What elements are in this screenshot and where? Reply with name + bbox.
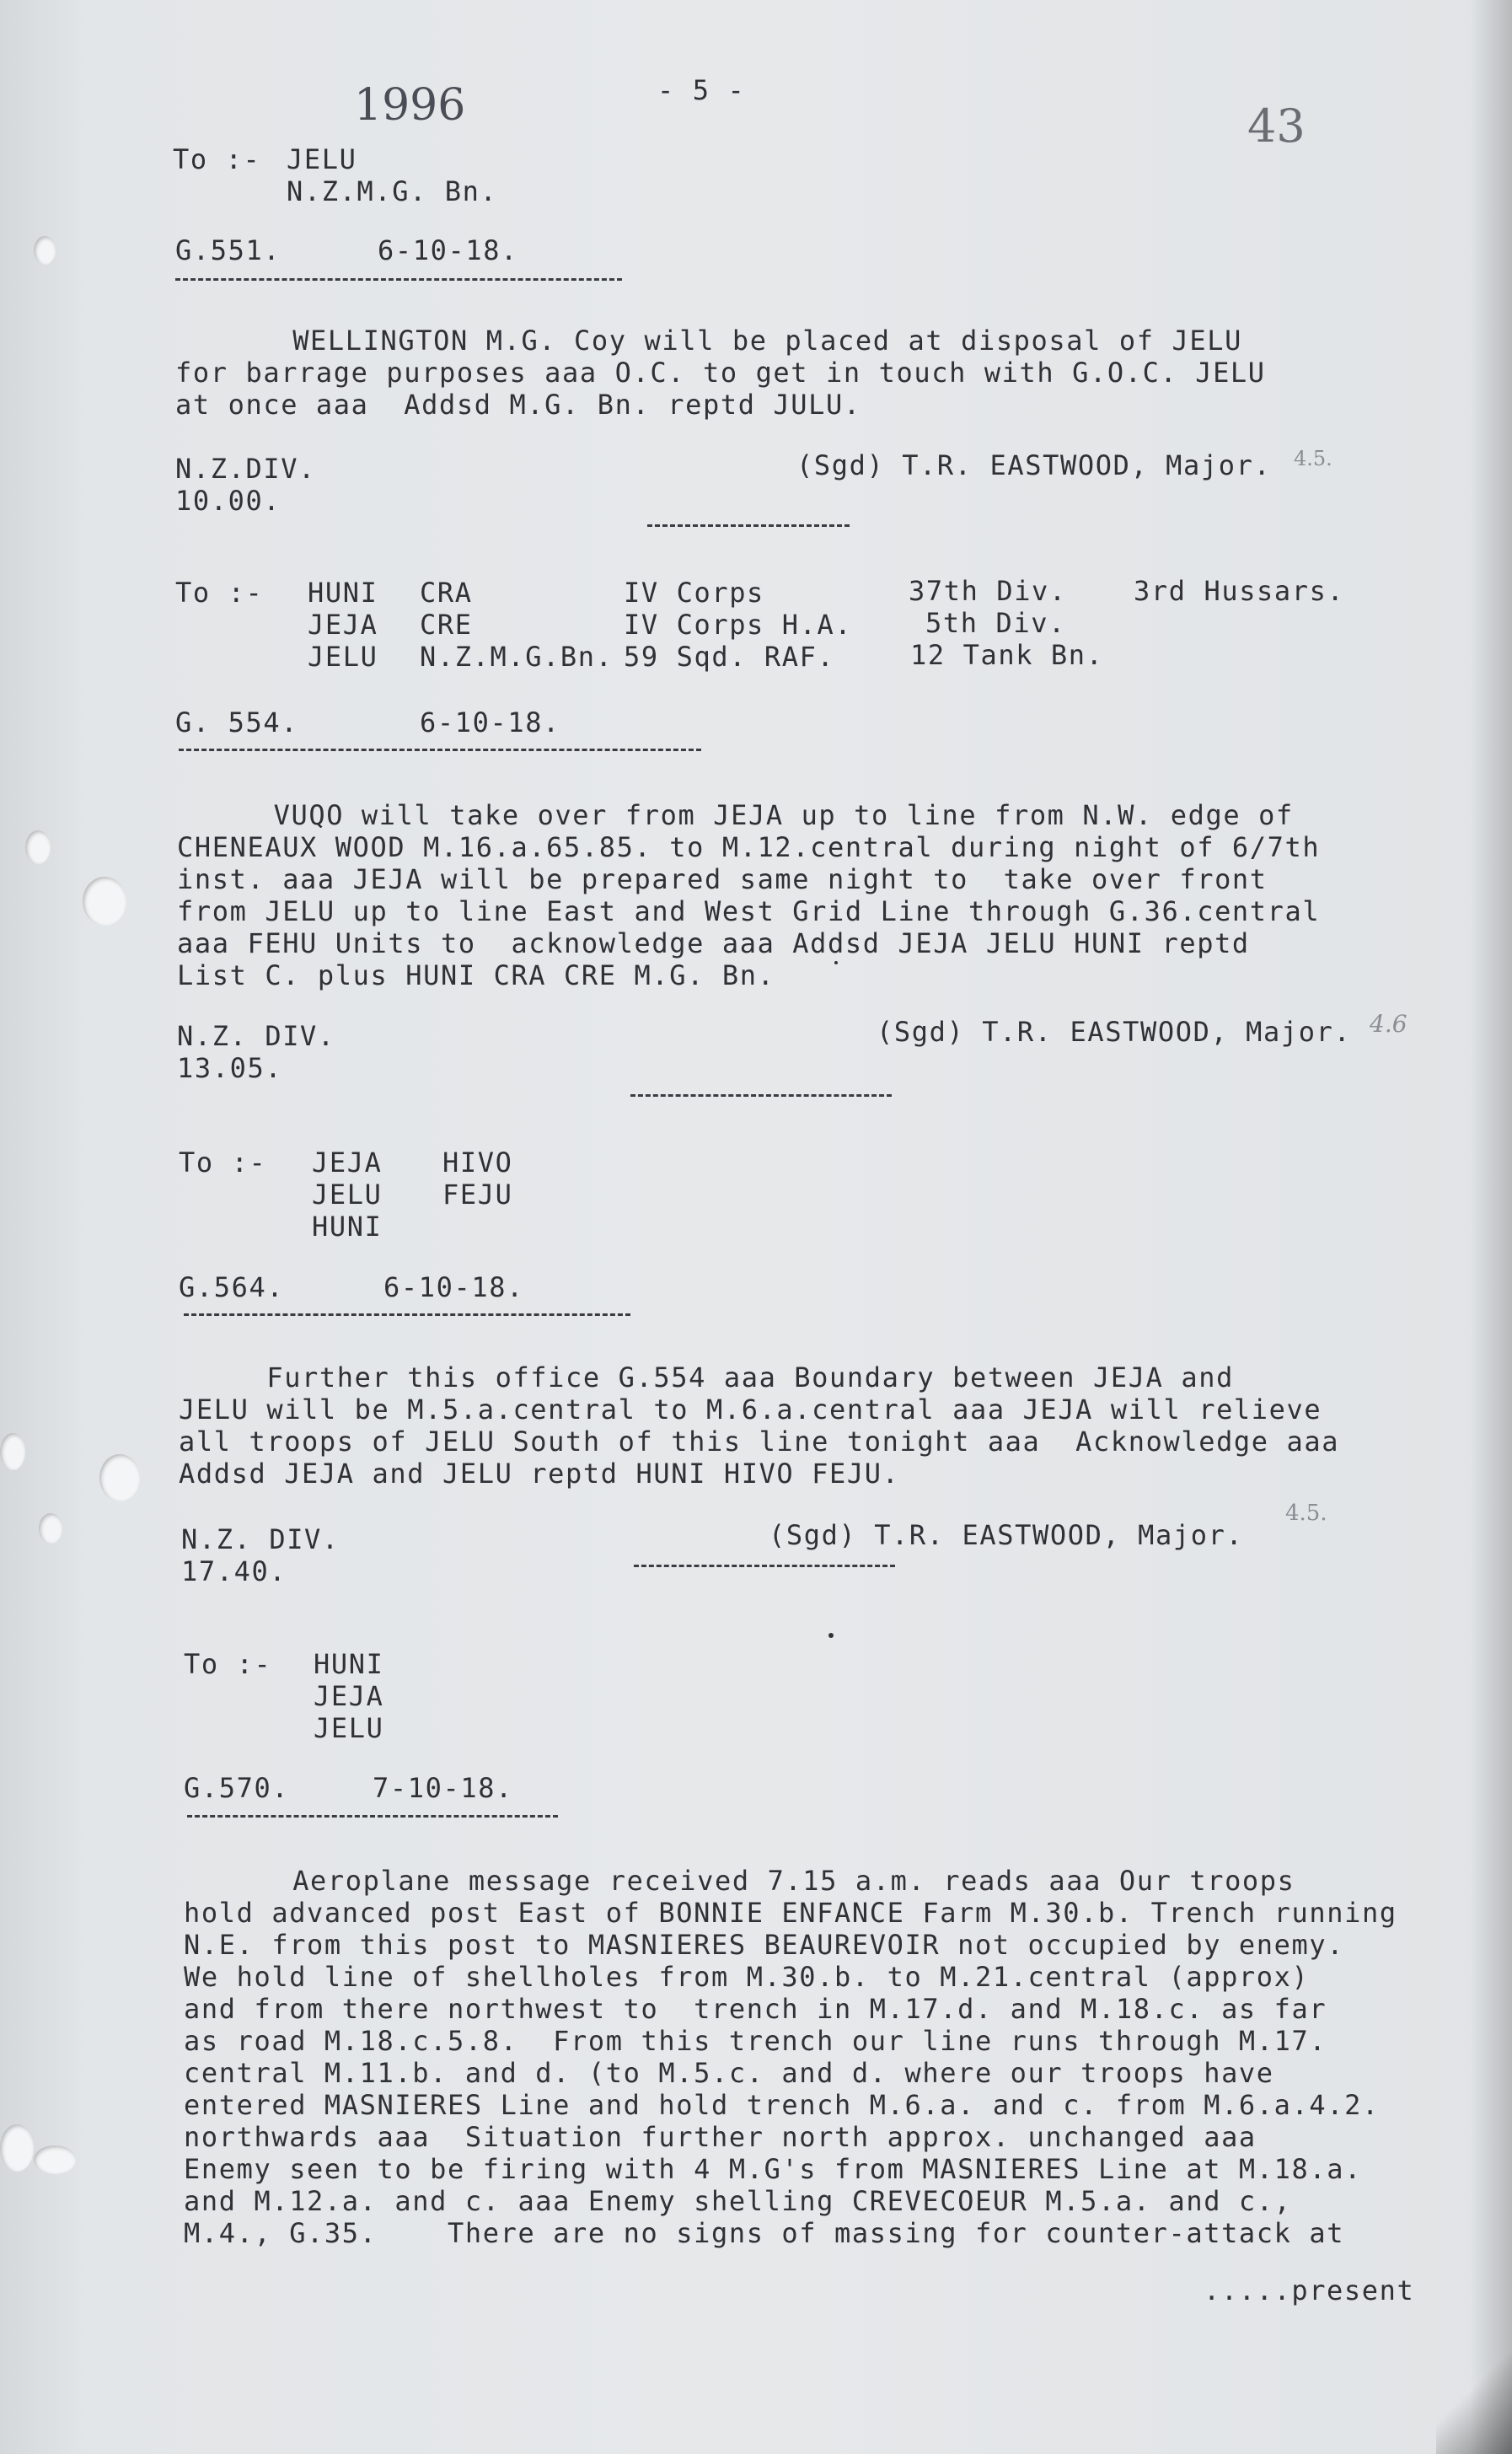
msg4-date: 7-10-18.	[373, 1772, 513, 1804]
msg1-to-label: To :-	[173, 143, 261, 175]
body-line: Further this office G.554 aaa Boundary between JEJA and	[179, 1361, 1234, 1393]
msg3-from: N.Z. DIV.	[181, 1523, 340, 1555]
msg3-addr: HIVO	[442, 1146, 513, 1179]
body-line: northwards aaa Situation further north approx. unchanged aaa	[184, 2121, 1257, 2153]
msg2-from: N.Z. DIV.	[177, 1020, 335, 1052]
msg2-addr: 59 Sqd. RAF.	[624, 641, 835, 673]
msg1-to-line1: JELU	[287, 143, 357, 175]
msg2-to-label: To :-	[175, 577, 264, 609]
folio-number: 43	[1247, 99, 1306, 153]
msg1-time: 10.00.	[175, 485, 281, 517]
msg1-initials: 4.5.	[1294, 447, 1332, 470]
msg2-sign-rule	[630, 1094, 892, 1097]
msg2-addr: 3rd Hussars.	[1134, 575, 1345, 607]
msg3-to-label: To :-	[179, 1146, 267, 1179]
msg3-signature: (Sgd) T.R. EASTWOOD, Major.	[769, 1519, 1244, 1551]
body-line: JELU will be M.5.a.central to M.6.a.central aaa JEJA will relieve	[179, 1393, 1322, 1426]
file-number: 1996	[354, 80, 466, 131]
body-line: Enemy seen to be firing with 4 M.G's from MASNIERES Line at M.18.a.	[184, 2153, 1362, 2185]
body-line: all troops of JELU South of this line tonight aaa Acknowledge aaa	[179, 1426, 1340, 1458]
msg2-rule	[179, 749, 701, 751]
body-line: at once aaa Addsd M.G. Bn. reptd JULU.	[175, 389, 861, 421]
body-line: inst. aaa JEJA will be prepared same night to take over front	[177, 863, 1268, 895]
msg2-addr: CRA	[420, 577, 473, 609]
body-line: and from there northwest to trench in M.17.d. and M.18.c. as far	[184, 1993, 1327, 2025]
msg4-rule	[187, 1815, 558, 1818]
body-line: List C. plus HUNI CRA CRE M.G. Bn.	[177, 959, 775, 991]
ink-dot	[834, 961, 838, 964]
punch-hole	[0, 2124, 34, 2172]
body-line: and M.12.a. and c. aaa Enemy shelling CREVECOEUR M.5.a. and c.,	[184, 2185, 1292, 2217]
msg3-addr: JEJA	[312, 1146, 383, 1179]
msg2-signature: (Sgd) T.R. EASTWOOD, Major.	[877, 1016, 1352, 1048]
msg2-addr: JEJA	[308, 609, 378, 641]
body-line: hold advanced post East of BONNIE ENFANCE Farm M.30.b. Trench running	[184, 1897, 1397, 1929]
body-line: as road M.18.c.5.8. From this trench our line runs through M.17.	[184, 2025, 1327, 2057]
msg2-date: 6-10-18.	[420, 706, 560, 738]
msg3-addr: FEJU	[442, 1179, 513, 1211]
msg2-addr: 37th Div.	[909, 575, 1067, 607]
punch-hole	[0, 1433, 25, 1470]
msg1-signature: (Sgd) T.R. EASTWOOD, Major.	[796, 449, 1272, 481]
msg1-ref: G.551.	[175, 234, 281, 266]
msg3-sign-rule	[634, 1565, 895, 1567]
punch-hole	[34, 2145, 76, 2174]
punch-hole	[34, 236, 56, 265]
body-line: Aeroplane message received 7.15 a.m. reads aaa Our troops	[187, 1865, 1295, 1897]
msg3-addr: HUNI	[312, 1211, 383, 1243]
msg1-from: N.Z.DIV.	[175, 453, 316, 485]
body-line: We hold line of shellholes from M.30.b. to M.21.central (approx)	[184, 1961, 1310, 1993]
msg4-addr: JELU	[314, 1712, 384, 1744]
msg4-continuation: .....present	[1204, 2274, 1415, 2306]
msg1-date: 6-10-18.	[378, 234, 518, 266]
msg4-addr: HUNI	[314, 1648, 384, 1680]
msg1-to-line2: N.Z.M.G. Bn.	[287, 175, 498, 207]
page-number: - 5 -	[657, 74, 746, 106]
body-line: from JELU up to line East and West Grid Line through G.36.central	[177, 895, 1321, 927]
body-line: WELLINGTON M.G. Coy will be placed at disposal of JELU	[187, 325, 1242, 357]
msg3-initials: 4.5.	[1285, 1501, 1327, 1526]
body-line: VUQO will take over from JEJA up to line from N.W. edge of	[221, 799, 1294, 831]
msg2-addr: HUNI	[308, 577, 378, 609]
punch-hole	[25, 830, 51, 864]
msg2-addr: N.Z.M.G.Bn.	[420, 641, 614, 673]
msg3-ref: G.564.	[179, 1271, 285, 1303]
msg4-to-label: To :-	[184, 1648, 272, 1680]
body-line: entered MASNIERES Line and hold trench M.6.a. and c. from M.6.a.4.2.	[184, 2089, 1380, 2121]
body-line: CHENEAUX WOOD M.16.a.65.85. to M.12.central during night of 6/7th	[177, 831, 1321, 863]
msg2-addr: IV Corps H.A.	[624, 609, 853, 641]
page-edge-shadow	[1470, 0, 1512, 2454]
msg3-rule	[184, 1313, 630, 1316]
ink-dot	[828, 1633, 834, 1638]
msg2-addr: IV Corps	[624, 577, 764, 609]
body-line: Addsd JEJA and JELU reptd HUNI HIVO FEJU.	[179, 1458, 900, 1490]
page-corner-shadow	[1436, 2353, 1512, 2454]
body-line: for barrage purposes aaa O.C. to get in touch with G.O.C. JELU	[175, 357, 1266, 389]
punch-hole	[83, 877, 126, 926]
msg1-rule	[175, 278, 622, 281]
msg3-addr: JELU	[312, 1179, 383, 1211]
msg2-addr: CRE	[420, 609, 473, 641]
punch-hole	[39, 1513, 62, 1544]
msg2-ref: G. 554.	[175, 706, 299, 738]
msg2-time: 13.05.	[177, 1052, 283, 1084]
body-line: aaa FEHU Units to acknowledge aaa Addsd JEJA JELU HUNI reptd	[177, 927, 1250, 959]
msg2-addr: 12 Tank Bn.	[910, 639, 1104, 671]
punch-hole	[99, 1454, 140, 1501]
msg2-initials: 4.6	[1370, 1010, 1407, 1038]
msg2-addr: 5th Div.	[925, 607, 1066, 639]
body-line: M.4., G.35. There are no signs of massing for counter-attack at	[184, 2217, 1345, 2249]
msg3-time: 17.40.	[181, 1555, 287, 1587]
msg4-addr: JEJA	[314, 1680, 384, 1712]
msg3-date: 6-10-18.	[383, 1271, 524, 1303]
msg1-sign-rule	[647, 524, 850, 527]
msg4-ref: G.570.	[184, 1772, 290, 1804]
body-line: N.E. from this post to MASNIERES BEAUREVOIR not occupied by enemy.	[184, 1929, 1345, 1961]
msg2-addr: JELU	[308, 641, 378, 673]
body-line: central M.11.b. and d. (to M.5.c. and d. where our troops have	[184, 2057, 1274, 2089]
